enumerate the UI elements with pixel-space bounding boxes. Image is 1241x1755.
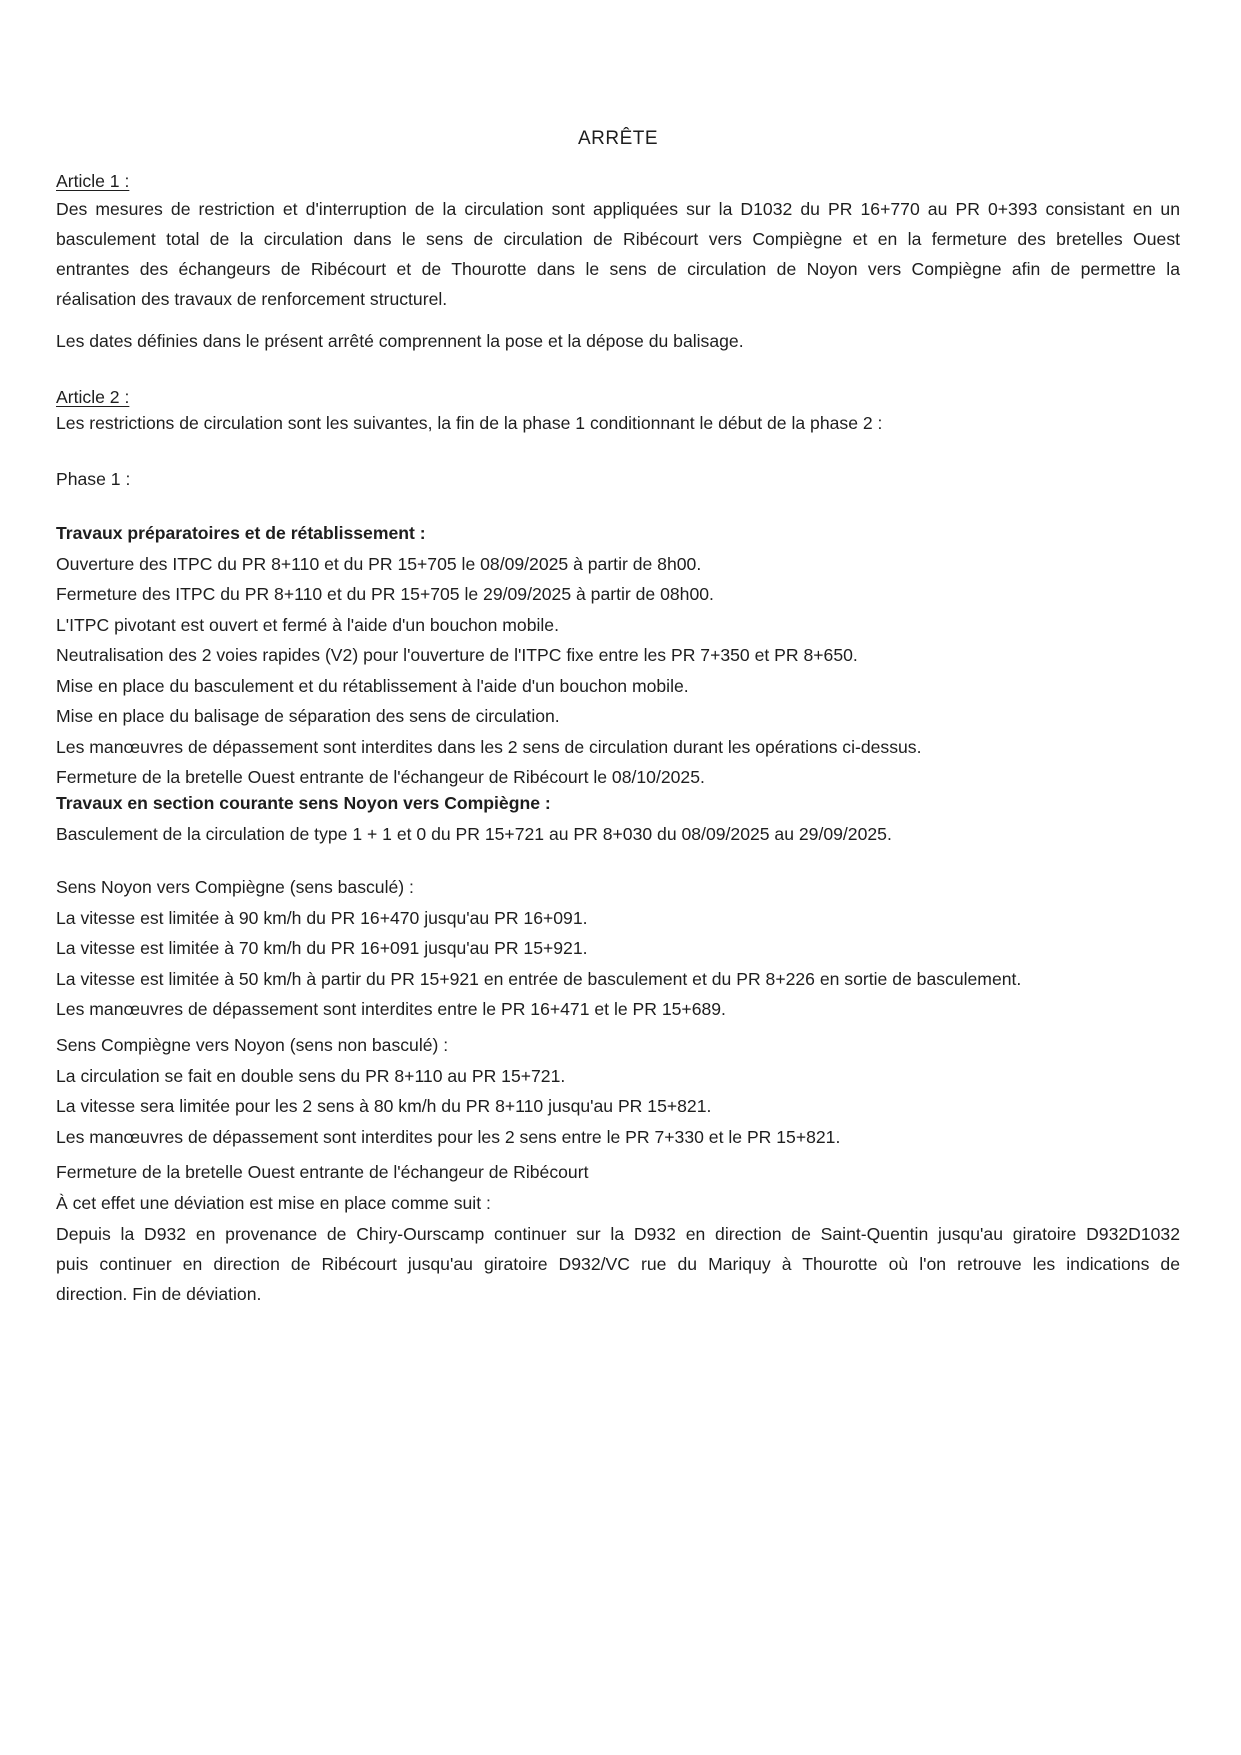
sens-bascule-line: La vitesse est limitée à 50 km/h à partir du PR 15+921 en entrée de basculement et du PR 8+226 en sortie de basculement.: [56, 968, 1022, 989]
section-prep-line: Mise en place du balisage de séparation des sens de circulation.: [56, 706, 560, 726]
fermeture-deviation: [56, 1219, 1180, 1309]
article-1-line: Des mesures de restriction et d'interruption de la circulation sont appliquées sur la D1032 du PR 16+770 au PR 0+393 consistant en un: [56, 199, 1180, 219]
article-1-line: entrantes des échangeurs de Ribécourt et de Thourotte dans le sens de circulation de Noyon vers Compiègne afin de permettre la: [56, 259, 1180, 279]
sens-non-bascule-line: Les manœuvres de dépassement sont interdites pour les 2 sens entre le PR 7+330 et le PR 15+821.: [56, 1126, 841, 1147]
fermeture-section: [56, 1157, 1180, 1218]
article-2-intro: Les restrictions de circulation sont les suivantes, la fin de la phase 1 conditionnant le début de la phase 2 :: [56, 413, 883, 433]
sens-bascule-title: Sens Noyon vers Compiègne (sens basculé) :: [56, 877, 414, 897]
fermeture-line: puis continuer en direction de Ribécourt jusqu'au giratoire D932/VC rue du Mariquy à Thourotte où l'on retrouve les indications de: [56, 1254, 1180, 1274]
sens-non-bascule-line: La vitesse sera limitée pour les 2 sens à 80 km/h du PR 8+110 jusqu'au PR 15+821.: [56, 1096, 712, 1116]
sens-non-bascule-line: La circulation se fait en double sens du PR 8+110 au PR 15+721.: [56, 1065, 566, 1086]
fermeture-title: Fermeture de la bretelle Ouest entrante de l'échangeur de Ribécourt: [56, 1162, 589, 1182]
sens-non-bascule: [56, 1030, 1180, 1152]
page-title: ARRÊTE: [577, 128, 659, 149]
sens-bascule: [56, 872, 1180, 1025]
section-courante-title: Travaux en section courante sens Noyon vers Compiègne :: [56, 793, 551, 813]
article-1-note: Les dates définies dans le présent arrêté comprennent la pose et la dépose du balisage.: [56, 331, 744, 351]
sens-bascule-line: Les manœuvres de dépassement sont interdites entre le PR 16+471 et le PR 15+689.: [56, 999, 726, 1019]
section-prep: [56, 518, 1180, 793]
article-2-heading: Article 2 :: [56, 387, 130, 407]
article-1-line: basculement total de la circulation dans le sens de circulation de Ribécourt vers Compiègne et en la fermeture des bretelles Ouest: [56, 229, 1180, 249]
sens-bascule-line: La vitesse est limitée à 70 km/h du PR 16+091 jusqu'au PR 15+921.: [56, 938, 588, 958]
section-prep-line: Les manœuvres de dépassement sont interdites dans les 2 sens de circulation durant les opérations ci-dessus.: [56, 736, 922, 757]
section-prep-line: Neutralisation des 2 voies rapides (V2) pour l'ouverture de l'ITPC fixe entre les PR 7+350 et PR 8+650.: [56, 645, 858, 665]
sens-bascule-line: La vitesse est limitée à 90 km/h du PR 16+470 jusqu'au PR 16+091.: [56, 907, 588, 928]
article-1-line: réalisation des travaux de renforcement structurel.: [56, 289, 448, 309]
section-prep-line: Mise en place du basculement et du rétablissement à l'aide d'un bouchon mobile.: [56, 675, 689, 696]
phase-1-label: Phase 1 :: [56, 469, 131, 489]
fermeture-intro: À cet effet une déviation est mise en place comme suit :: [56, 1192, 491, 1213]
document-page: [56, 0, 1180, 1755]
article-1-heading: Article 1 :: [56, 171, 130, 191]
section-prep-line: Fermeture des ITPC du PR 8+110 et du PR 15+705 le 29/09/2025 à partir de 08h00.: [56, 584, 714, 604]
section-prep-title: Travaux préparatoires et de rétablissement :: [56, 523, 426, 543]
fermeture-line: direction. Fin de déviation.: [56, 1284, 262, 1304]
section-courante: [56, 788, 1180, 849]
section-courante-line: Basculement de la circulation de type 1 + 1 et 0 du PR 15+721 au PR 8+030 du 08/09/2025 au 29/09/2025.: [56, 823, 892, 844]
sens-non-bascule-title: Sens Compiègne vers Noyon (sens non basculé) :: [56, 1035, 449, 1055]
fermeture-line: Depuis la D932 en provenance de Chiry-Ourscamp continuer sur la D932 en direction de Saint-Quentin jusqu'au giratoire D932D1032: [56, 1224, 1180, 1244]
section-prep-line: Fermeture de la bretelle Ouest entrante de l'échangeur de Ribécourt le 08/10/2025.: [56, 767, 705, 787]
section-prep-line: L'ITPC pivotant est ouvert et fermé à l'aide d'un bouchon mobile.: [56, 614, 559, 635]
section-prep-line: Ouverture des ITPC du PR 8+110 et du PR 15+705 le 08/09/2025 à partir de 8h00.: [56, 553, 702, 574]
article-1-body: [56, 194, 1180, 314]
